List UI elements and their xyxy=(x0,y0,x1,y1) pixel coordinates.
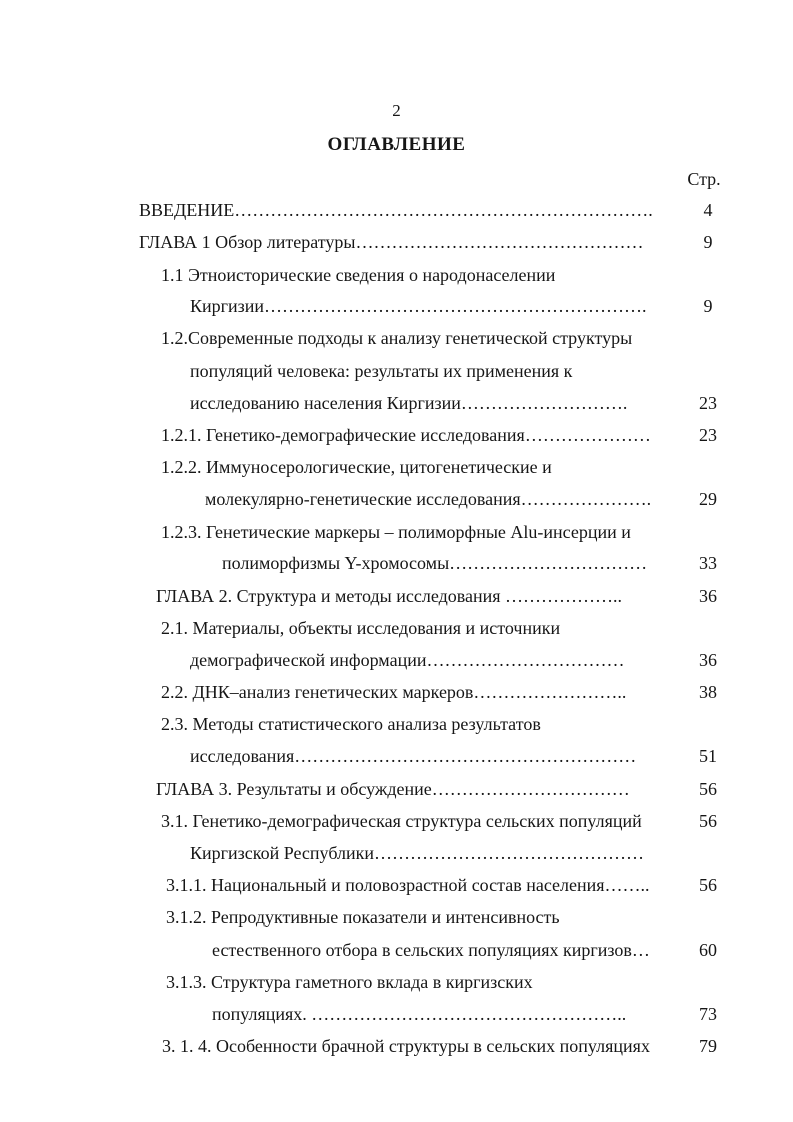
toc-entry-page: 33 xyxy=(699,553,717,573)
toc-entry-text[interactable]: демографической информации…………………………… xyxy=(190,650,625,670)
toc-entry-text[interactable]: полиморфизмы Y-хромосомы…………………………… xyxy=(222,553,648,573)
toc-entry-page: 56 xyxy=(699,811,717,831)
toc-entry-text[interactable]: 2.3. Методы статистического анализа результатов xyxy=(161,714,541,734)
toc-entry-page: 4 xyxy=(703,200,713,220)
toc-entry-text[interactable]: молекулярно-генетические исследования…………………. xyxy=(205,489,652,509)
toc-entry-page xyxy=(684,358,732,384)
toc-entry-page xyxy=(684,969,732,995)
toc-entry-text[interactable]: 3.1.3. Структура гаметного вклада в киргизских xyxy=(166,972,533,992)
toc-entry-page: 60 xyxy=(699,940,717,960)
toc-entry-page xyxy=(684,325,732,351)
toc-entry-page xyxy=(684,615,732,641)
toc-entry-text[interactable]: популяций человека: результаты их применения к xyxy=(190,361,573,381)
toc-entry-text[interactable]: 3. 1. 4. Особенности брачной структуры в сельских популяциях xyxy=(162,1036,650,1056)
toc-entry-text[interactable]: Киргизии………………………………………………………. xyxy=(190,296,647,316)
toc-entry-text[interactable]: 1.2.1. Генетико-демографические исследования………………… xyxy=(161,425,651,445)
toc-entry-page xyxy=(684,711,732,737)
toc-entry-page xyxy=(684,519,732,545)
toc-entry-text[interactable]: ВВЕДЕНИЕ……………………………………………………………. xyxy=(139,200,653,220)
toc-entry-text[interactable]: 2.1. Материалы, объекты исследования и источники xyxy=(161,618,561,638)
page-column-label: Стр. xyxy=(687,169,721,189)
toc-entry-page: 73 xyxy=(699,1004,717,1024)
toc-entry-page: 56 xyxy=(699,779,717,799)
toc-entry-text[interactable]: ГЛАВА 2. Структура и методы исследования ……………….. xyxy=(156,586,623,606)
toc-entry-text[interactable]: 1.2.2. Иммуносерологические, цитогенетические и xyxy=(161,457,552,477)
toc-entry-text[interactable]: Киргизской Республики……………………………………… xyxy=(190,843,645,863)
toc-entry-page: 9 xyxy=(703,296,713,316)
toc-entry-page: 56 xyxy=(699,875,717,895)
toc-entry-page: 79 xyxy=(699,1036,717,1056)
toc-entry-text[interactable]: естественного отбора в сельских популяциях киргизов… xyxy=(212,940,650,960)
toc-entry-page: 38 xyxy=(699,682,717,702)
toc-entry-text[interactable]: 1.2.Современные подходы к анализу генетической структуры xyxy=(161,328,633,348)
toc-entry-page: 29 xyxy=(699,489,717,509)
toc-entry-text[interactable]: исследования………………………………………………… xyxy=(190,746,637,766)
toc-entry-page: 36 xyxy=(699,650,717,670)
toc-entry-text[interactable]: популяциях. …………………………………………….. xyxy=(212,1004,627,1024)
toc-entry-page: 23 xyxy=(699,425,717,445)
toc-entry-text[interactable]: 3.1.2. Репродуктивные показатели и интенсивность xyxy=(166,907,560,927)
toc-entry-page xyxy=(684,262,732,288)
toc-entry-text[interactable]: ГЛАВА 3. Результаты и обсуждение…………………………… xyxy=(156,779,630,799)
toc-entry-text[interactable]: 2.2. ДНК–анализ генетических маркеров…………………….. xyxy=(161,682,627,702)
toc-entry-page: 36 xyxy=(699,586,717,606)
page-title: ОГЛАВЛЕНИЕ xyxy=(327,134,466,155)
toc-entry-text[interactable]: ГЛАВА 1 Обзор литературы………………………………………… xyxy=(139,232,644,252)
toc-entry-text[interactable]: 1.1 Этноисторические сведения о народонаселении xyxy=(161,265,556,285)
page-number: 2 xyxy=(392,101,401,120)
toc-entry-text[interactable]: 1.2.3. Генетические маркеры – полиморфные Alu-инсерции и xyxy=(161,522,631,542)
toc-entry-text[interactable]: 3.1.1. Национальный и половозрастной состав населения…….. xyxy=(166,875,650,895)
toc-entry-text[interactable]: 3.1. Генетико-демографическая структура сельских популяций xyxy=(161,811,642,831)
toc-entry-page: 9 xyxy=(703,232,713,252)
toc-entry-page: 51 xyxy=(699,746,717,766)
toc-entry-text[interactable]: исследованию населения Киргизии………………………. xyxy=(190,393,628,413)
toc-entry-page xyxy=(684,904,732,930)
toc-entry-page xyxy=(684,454,732,480)
toc-entry-page: 23 xyxy=(699,393,717,413)
toc-entry-page xyxy=(684,840,732,866)
